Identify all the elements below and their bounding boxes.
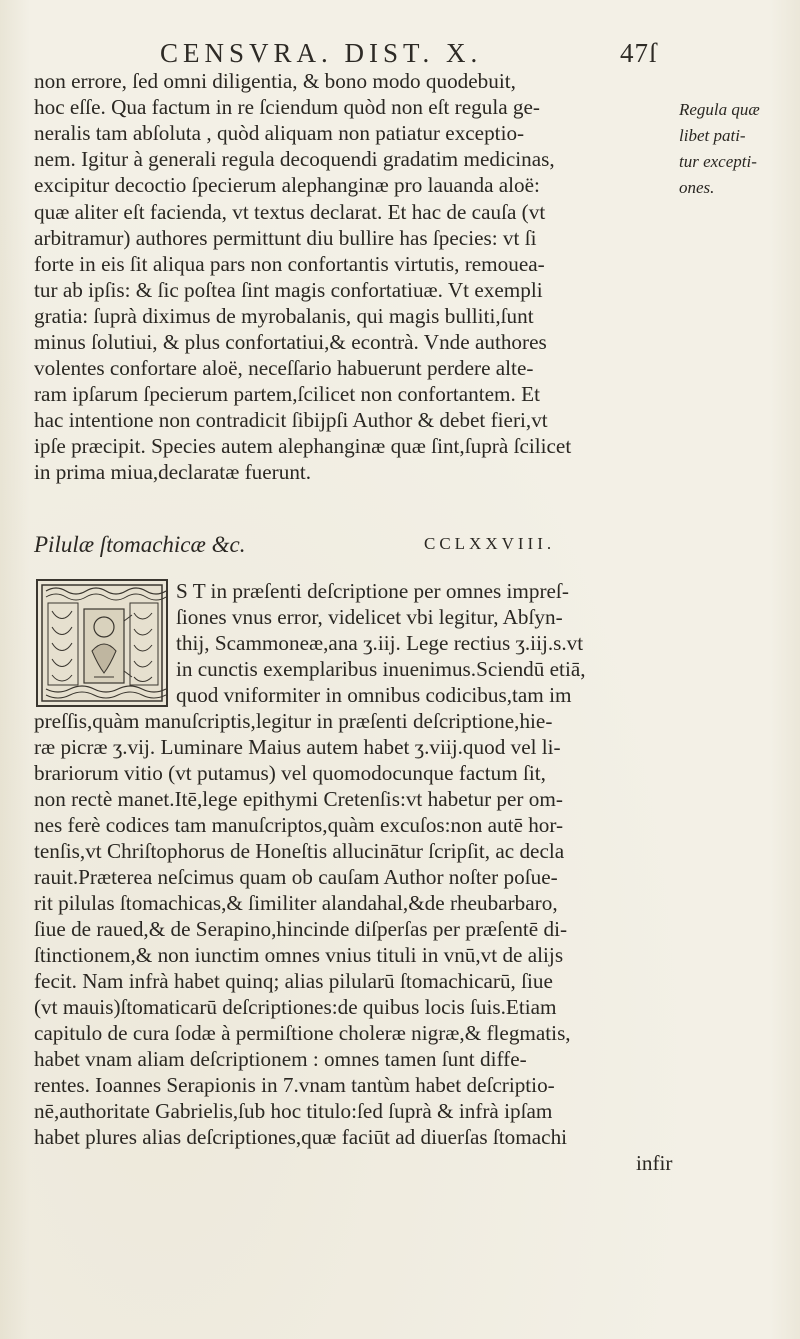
text-line: non errore, ſed omni diligentia, & bono modo quodebuit,: [34, 69, 516, 93]
text-line: gratia: ſuprà diximus de myrobalanis, qui magis bulliti,ſunt: [34, 304, 534, 328]
text-line: rit pilulas ſtomachicas,& ſimiliter alandahal,&de rheubarbaro,: [34, 891, 558, 915]
decorated-initial-woodcut: [36, 579, 168, 707]
text-line: thij, Scammoneæ,ana ʒ.iij. Lege rectius ʒ.iij.s.vt: [176, 631, 584, 655]
text-line: nes ferè codices tam manuſcriptos,quàm excuſos:non autē hor-: [34, 813, 564, 837]
text-line: capitulo de cura ſodæ à permiſtione choleræ nigræ,& flegmatis,: [34, 1021, 571, 1045]
text-line: nem. Igitur à generali regula decoquendi gradatim medicinas,: [34, 147, 555, 171]
text-line: volentes confortare aloë, neceſſario habuerunt perdere alte-: [34, 356, 534, 380]
text-line: excipitur decoctio ſpecierum alephanginæ pro lauanda aloë:: [34, 173, 540, 197]
text-line: in cunctis exemplaribus inuenimus.Sciendū etiā,: [176, 657, 586, 681]
text-line: non rectè manet.Itē,lege epithymi Cretenſis:vt habetur per om-: [34, 787, 563, 811]
text-line: (vt mauis)ſtomaticarū deſcriptiones:de quibus locis ſuis.Etiam: [34, 995, 557, 1019]
margin-note-line: Regula quæ: [679, 100, 760, 119]
text-line: rentes. Ioannes Serapionis in 7.vnam tantùm habet deſcriptio-: [34, 1073, 555, 1097]
text-line: quæ aliter eſt facienda, vt textus declarat. Et hac de cauſa (vt: [34, 200, 546, 224]
text-line: neralis tam abſoluta , quòd aliquam non patiatur exceptio-: [34, 121, 525, 145]
section-title: Pilulæ ſtomachicæ &c.: [34, 532, 246, 557]
running-head: [160, 38, 680, 72]
text-line: fecit. Nam infrà habet quinq; alias pilularū ſtomachicarū, ſiue: [34, 969, 553, 993]
text-line: habet plures alias deſcriptiones,quæ faciūt ad diuerſas ſtomachi: [34, 1125, 568, 1149]
margin-note-line: ones.: [679, 178, 715, 197]
text-line: ipſe præcipit. Species autem alephanginæ quæ ſint,ſuprà ſcilicet: [34, 434, 572, 458]
text-line: ſiones vnus error, videlicet vbi legitur, Abſyn-: [176, 605, 563, 629]
section-number: CCLXXVIII.: [424, 534, 556, 553]
text-line: hac intentione non contradicit ſibijpſi Author & debet fieri,vt: [34, 408, 548, 432]
text-line: in prima miua,declaratæ fuerunt.: [34, 460, 312, 484]
text-line: brariorum vitio (vt putamus) vel quomodocunque factum ſit,: [34, 761, 546, 785]
text-line: arbitramur) authores permittunt diu bullire has ſpecies: vt ſi: [34, 226, 537, 250]
woodcut-ornament-icon: [38, 581, 166, 705]
text-line: S T in præſenti deſcriptione per omnes impreſ-: [176, 579, 569, 603]
page-number: 47ſ: [620, 38, 658, 68]
text-line: minus ſolutiui, & plus confortatiui,& econtrà. Vnde authores: [34, 330, 547, 354]
text-line: ram ipſarum ſpecierum partem,ſcilicet non confortantem. Et: [34, 382, 540, 406]
margin-note-line: libet pati-: [679, 126, 746, 145]
text-line: nē,authoritate Gabrielis,ſub hoc titulo:ſed ſuprà & infrà ipſam: [34, 1099, 553, 1123]
text-line: forte in eis ſit aliqua pars non confortantis virtutis, remouea-: [34, 252, 545, 276]
text-line: habet vnam aliam deſcriptionem : omnes tamen ſunt diffe-: [34, 1047, 527, 1071]
text-line: quod vniformiter in omnibus codicibus,tam im: [176, 683, 572, 707]
text-line: tur ab ipſis: & ſic poſtea ſint magis confortatiuæ. Vt exempli: [34, 278, 543, 302]
text-line: ſtinctionem,& non iunctim omnes vnius tituli in vnū,vt de alijs: [34, 943, 564, 967]
text-line: hoc eſſe. Qua factum in re ſciendum quòd non eſt regula ge-: [34, 95, 540, 119]
text-line: ræ picræ ʒ.vij. Luminare Maius autem habet ʒ.viij.quod vel li-: [34, 735, 561, 759]
text-line: rauit.Præterea neſcimus quam ob cauſam Author noſter poſue-: [34, 865, 558, 889]
section-heading: [34, 532, 694, 562]
text-line: tenſis,vt Chriſtophorus de Honeſtis allucinātur ſcripſit, ac decla: [34, 839, 565, 863]
running-head-title: CENSVRA. DIST. X.: [160, 38, 483, 68]
catchword: infir: [636, 1151, 673, 1175]
margin-note-line: tur excepti-: [679, 152, 757, 171]
text-line: ſiue de raued,& de Serapino,hincinde diſperſas per præſentē di-: [34, 917, 568, 941]
text-line: preſſis,quàm manuſcriptis,legitur in præſenti deſcriptione,hie-: [34, 709, 553, 733]
